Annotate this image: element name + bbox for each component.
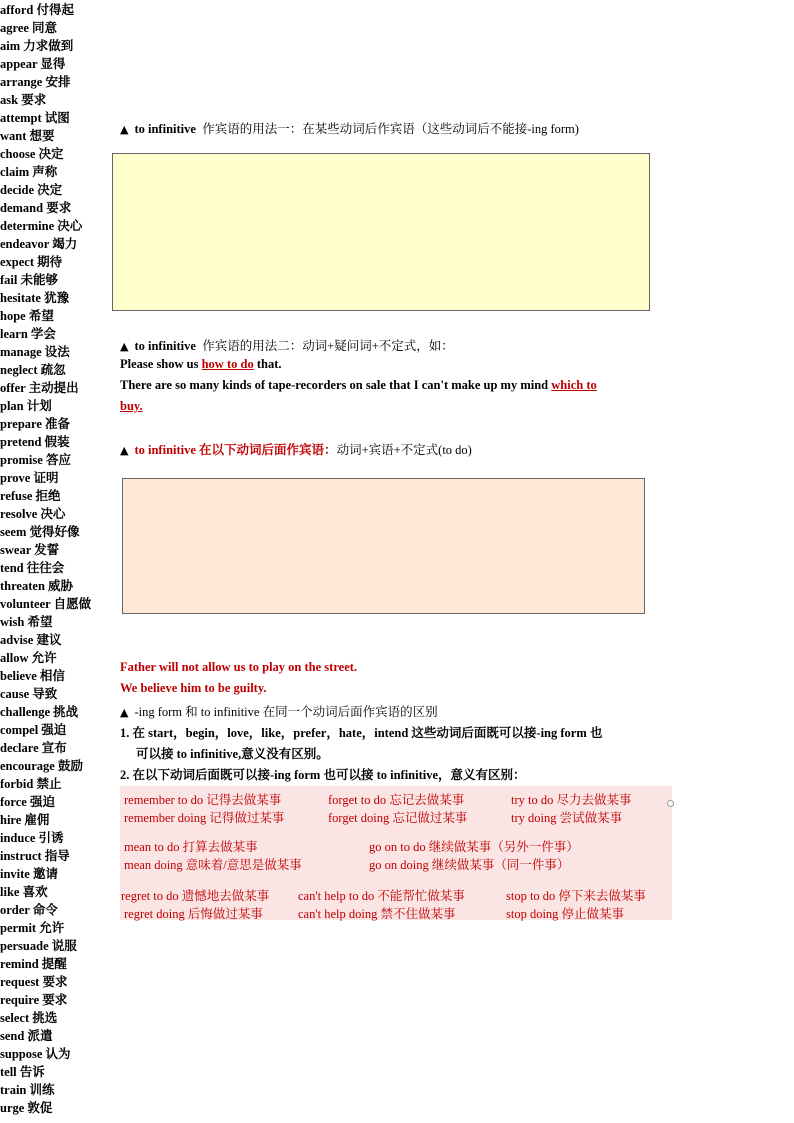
pair-cell: stop doing 停止做某事 [506,907,625,921]
verb-cell: allow 允许 [0,651,57,665]
verb-cell: offer 主动提出 [0,381,79,395]
comparison-table [120,786,672,920]
verb-cell: compel 强迫 [0,723,67,737]
verb-cell: pretend 假装 [0,435,70,449]
heading-term: to infinitive [134,122,196,136]
pair-cell: forget to do 忘记去做某事 [328,793,465,807]
verb-cell: plan 计划 [0,399,52,413]
verb-cell: prepare 准备 [0,417,71,431]
pair-cell: regret doing 后悔做过某事 [124,907,263,921]
section1-heading [120,119,579,137]
verb-cell: suppose 认为 [0,1047,71,1061]
verb-cell: invite 邀请 [0,867,58,881]
verb-cell: encourage 鼓励 [0,759,83,773]
verb-cell: afford 付得起 [0,3,74,17]
verb-cell: send 派遣 [0,1029,53,1043]
pair-cell: can't help doing 禁不住做某事 [298,907,456,921]
verb-cell: prove 证明 [0,471,59,485]
heading-text: 作宾语的用法一：在某些动词后作宾语（这些动词后不能接-ing form) [202,122,579,136]
pair-cell: stop to do 停下来去做某事 [506,889,646,903]
verb-cell: appear 显得 [0,57,66,71]
verb-cell: induce 引诱 [0,831,64,845]
verb-cell: permit 允许 [0,921,65,935]
highlighted-phrase: how to do [201,357,254,371]
pair-cell: remember to do 记得去做某事 [124,793,282,807]
highlighted-phrase: which to [551,378,597,392]
verb-cell: manage 设法 [0,345,70,359]
example-red-1: Father will not allow us to play on the street. [120,660,358,674]
verb-table-1 [112,153,650,311]
verb-cell: forbid 禁止 [0,777,62,791]
verb-cell: want 想要 [0,129,55,143]
verb-cell: hire 雇佣 [0,813,50,827]
section4-heading [120,702,438,720]
verb-cell: urge 敦促 [0,1101,53,1115]
pair-cell: forget doing 忘记做过某事 [328,811,468,825]
verb-cell: tend 往往会 [0,561,65,575]
example-sentence-1: Please show us how to do that. [120,357,282,371]
verb-cell: hope 希望 [0,309,54,323]
verb-cell: threaten 威胁 [0,579,74,593]
verb-cell: arrange 安排 [0,75,71,89]
verb-cell: expect 期待 [0,255,63,269]
verb-cell: agree 同意 [0,21,58,35]
pair-cell: try to do 尽力去做某事 [511,793,632,807]
verb-cell: train 训练 [0,1083,55,1097]
example-sentence-2: There are so many kinds of tape-recorders on sale that I can't make up my mind which to [120,378,597,392]
triangle-icon: ▲ [120,340,129,353]
pair-cell: regret to do 遗憾地去做某事 [121,889,270,903]
verb-cell: select 挑选 [0,1011,58,1025]
verb-cell: ask 要求 [0,93,47,107]
section3-heading [120,440,472,458]
verb-cell: volunteer 自愿做 [0,597,92,611]
highlighted-phrase-cont: buy. [120,399,143,413]
verb-cell: seem 觉得好像 [0,525,80,539]
verb-cell: advise 建议 [0,633,62,647]
verb-cell: attempt 试图 [0,111,70,125]
verb-cell: request 要求 [0,975,68,989]
example-red-2: We believe him to be guilty. [120,681,267,695]
verb-cell: refuse 拒绝 [0,489,61,503]
triangle-icon: ▲ [120,444,129,457]
point-2: 2. 在以下动词后面既可以接-ing form 也可以接 to infinitive，意义有区别： [120,768,526,782]
verb-cell: endeavor 竭力 [0,237,78,251]
pair-cell: mean to do 打算去做某事 [124,840,258,854]
heading-term: to infinitive 在以下动词后面作宾语： [134,443,337,457]
point-1-line-2: 可以接 to infinitive,意义没有区别。 [136,747,329,761]
pair-cell: can't help to do 不能帮忙做某事 [298,889,465,903]
verb-cell: choose 决定 [0,147,64,161]
verb-cell: demand 要求 [0,201,72,215]
heading-text: -ing form 和 to infinitive 在同一个动词后面作宾语的区别 [134,705,438,719]
pair-cell: try doing 尝试做某事 [511,811,623,825]
heading-term: to infinitive [134,339,196,353]
verb-cell: claim 声称 [0,165,58,179]
verb-cell: aim 力求做到 [0,39,74,53]
verb-cell: promise 答应 [0,453,71,467]
heading-text: 作宾语的用法二：动词+疑问词+不定式，如： [202,339,454,353]
verb-cell: neglect 疏忽 [0,363,66,377]
verb-cell: hesitate 犹豫 [0,291,70,305]
section2-heading [120,336,454,354]
heading-text: 动词+宾语+不定式(to do) [336,443,472,457]
anchor-dot-icon [667,800,674,807]
verb-table-2 [122,478,645,614]
verb-cell: order 命令 [0,903,58,917]
verb-cell: declare 宣布 [0,741,67,755]
triangle-icon: ▲ [120,123,129,136]
verb-cell: cause 导致 [0,687,58,701]
verb-cell: fail 未能够 [0,273,58,287]
verb-cell: believe 相信 [0,669,65,683]
verb-cell: persuade 说服 [0,939,77,953]
verb-cell: determine 决心 [0,219,83,233]
verb-cell: resolve 决心 [0,507,66,521]
verb-cell: challenge 挑战 [0,705,79,719]
verb-cell: like 喜欢 [0,885,48,899]
verb-cell: swear 发誓 [0,543,60,557]
verb-cell: require 要求 [0,993,68,1007]
pair-cell: remember doing 记得做过某事 [124,811,285,825]
verb-cell: decide 决定 [0,183,63,197]
verb-cell: remind 提醒 [0,957,67,971]
triangle-icon: ▲ [120,706,129,719]
pair-cell: mean doing 意味着/意思是做某事 [124,858,302,872]
verb-cell: tell 告诉 [0,1065,45,1079]
verb-cell: force 强迫 [0,795,55,809]
verb-cell: instruct 指导 [0,849,70,863]
point-1-line-1: 1. 在 start，begin，love，like，prefer，hate，intend 这些动词后面既可以接-ing form 也 [120,726,603,740]
pair-cell: go on to do 继续做某事（另外一件事） [369,840,579,854]
pair-cell: go on doing 继续做某事（同一件事） [369,858,570,872]
verb-cell: wish 希望 [0,615,53,629]
verb-cell: learn 学会 [0,327,56,341]
